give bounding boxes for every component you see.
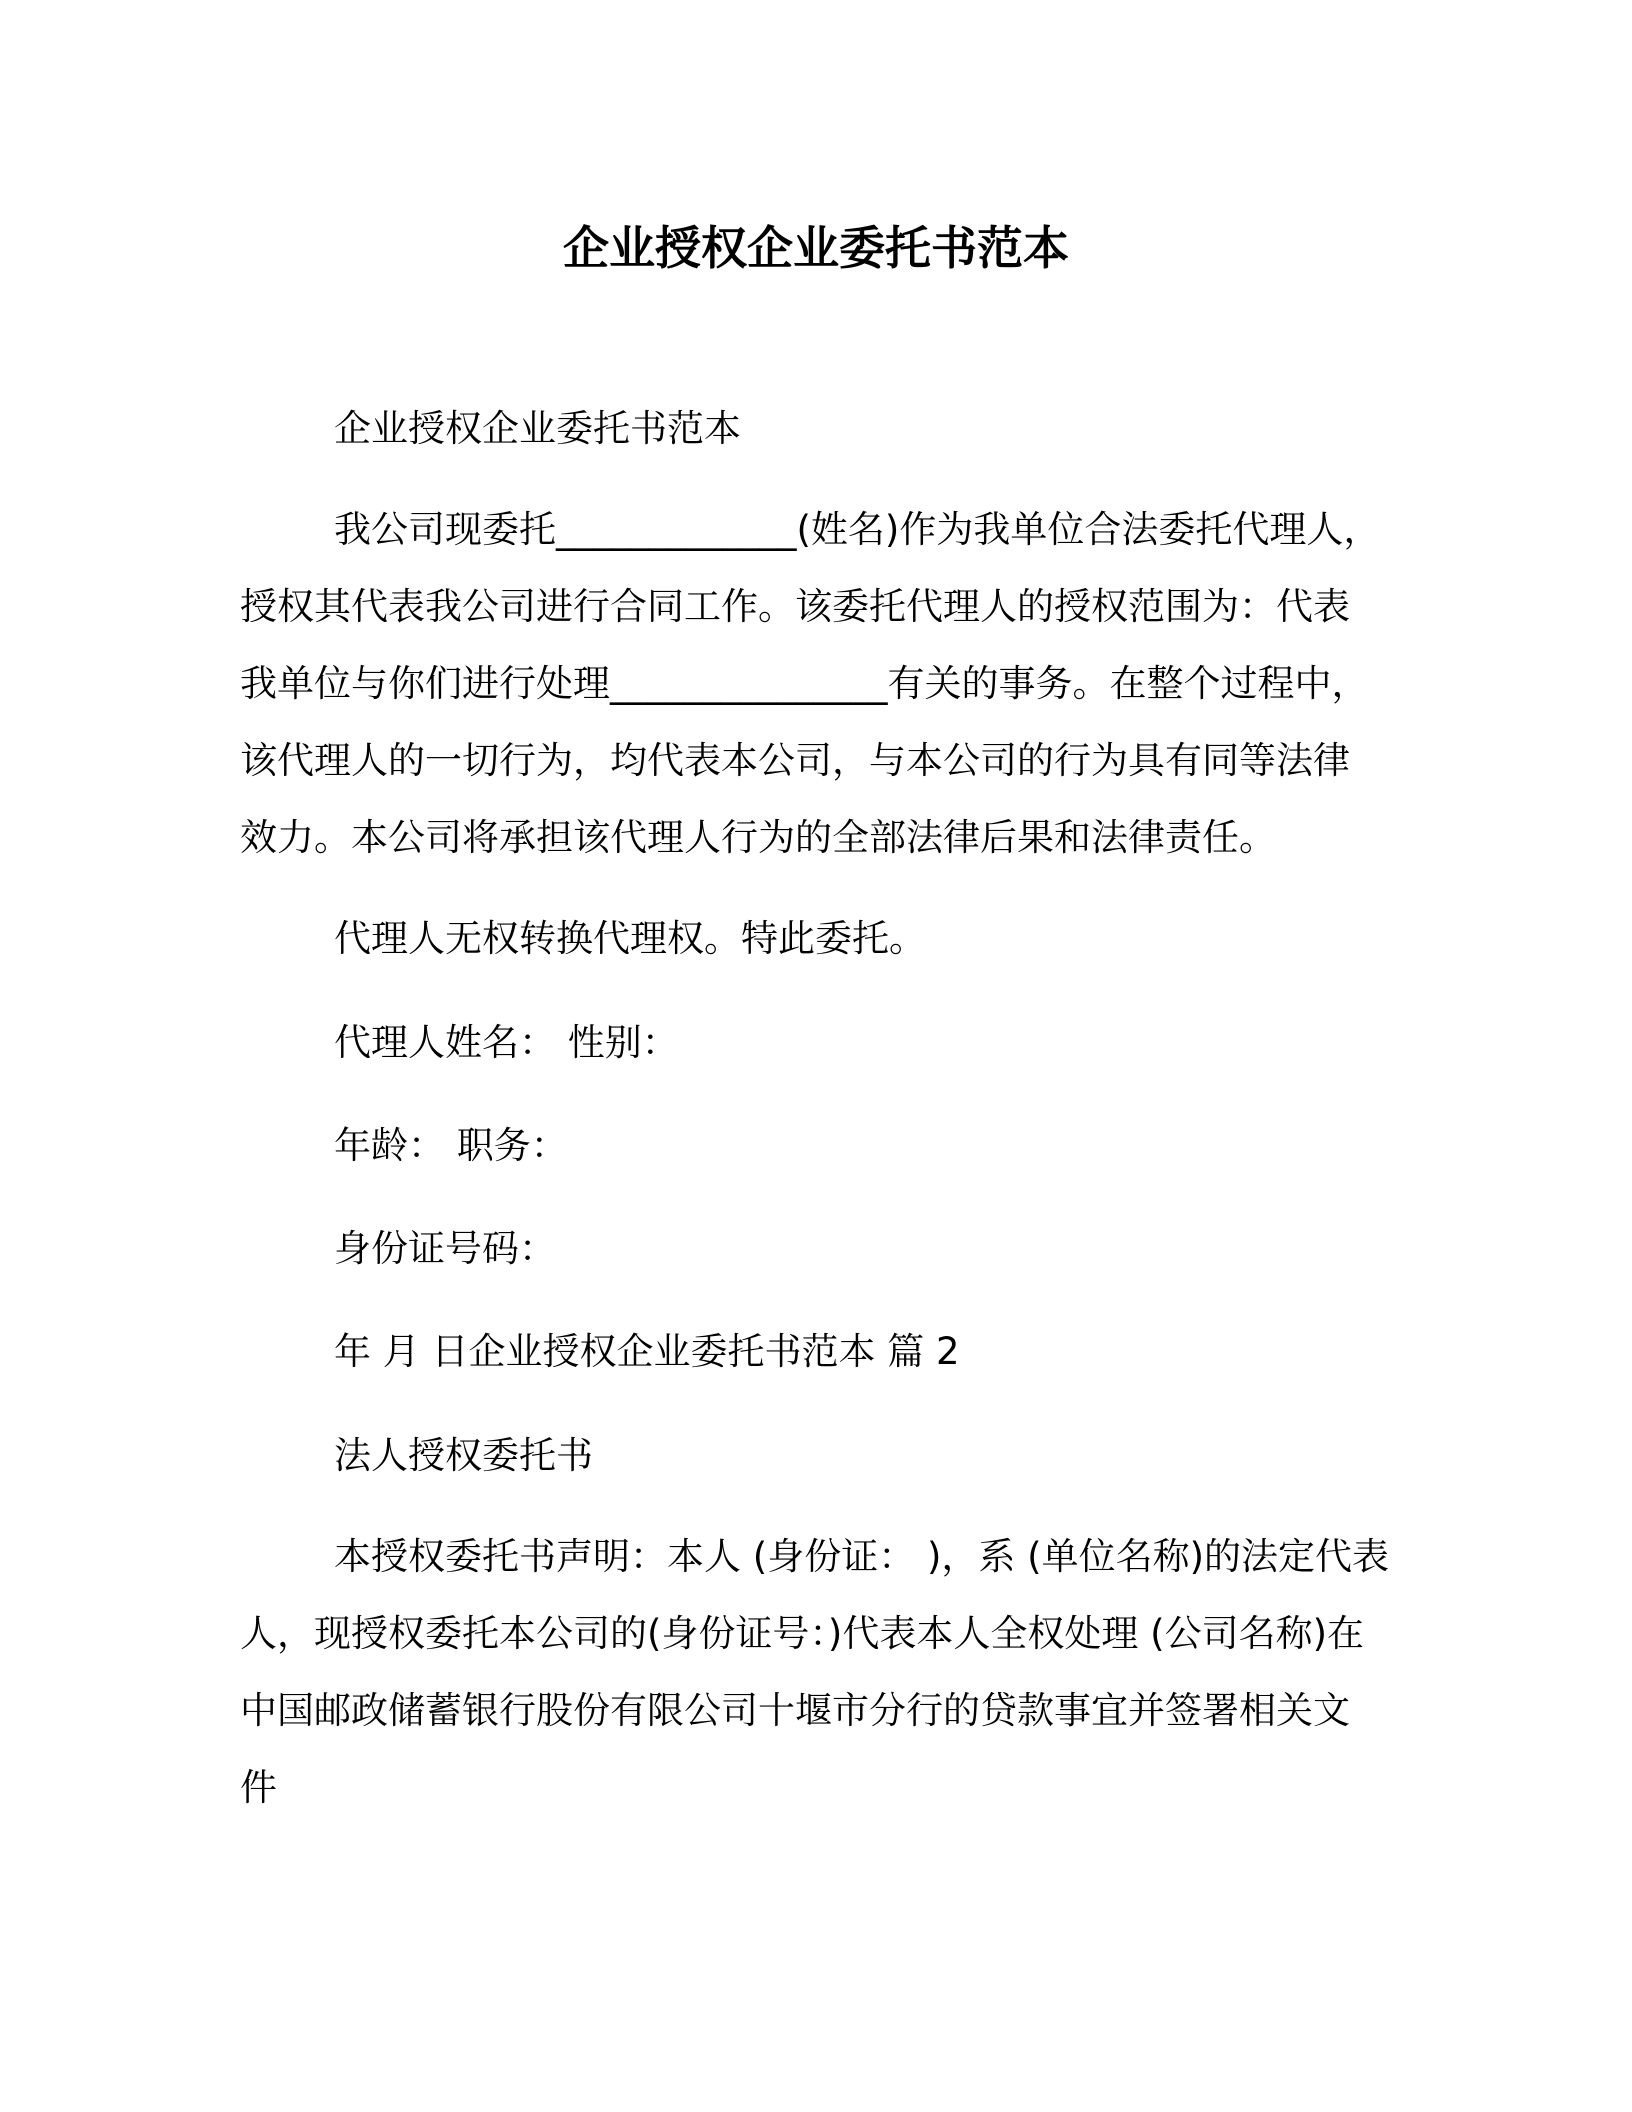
paragraph-line: 我公司现委托_____________(姓名)作为我单位合法委托代理人， bbox=[334, 508, 1381, 551]
paragraph-line: 代理人无权转换代理权。特此委托。 bbox=[334, 917, 926, 960]
paragraph-line: 该代理人的一切行为，均代表本公司，与本公司的行为具有同等法律 bbox=[240, 739, 1350, 782]
paragraph-line: 我单位与你们进行处理_______________有关的事务。在整个过程中， bbox=[240, 662, 1369, 705]
paragraph-line: 效力。本公司将承担该代理人行为的全部法律后果和法律责任。 bbox=[240, 816, 1276, 859]
paragraph-line: 代理人姓名： 性别： bbox=[334, 1021, 679, 1064]
paragraph-age-position bbox=[240, 1107, 1380, 1184]
paragraph-line: 身份证号码： bbox=[334, 1227, 556, 1270]
paragraph-declaration bbox=[240, 1518, 1390, 1826]
paragraph-agent-name bbox=[240, 1004, 1380, 1081]
paragraph-line: 本授权委托书声明：本人 (身份证： )，系 (单位名称)的法定代表 bbox=[334, 1535, 1390, 1578]
paragraph-heading bbox=[240, 390, 1380, 467]
paragraph-line: 人，现授权委托本公司的(身份证号：)代表本人全权处理 (公司名称)在 bbox=[240, 1612, 1364, 1655]
document-title: 企业授权企业委托书范本 bbox=[563, 221, 1069, 275]
paragraph-line: 年龄： 职务： bbox=[334, 1124, 568, 1167]
paragraph-legal-person-title bbox=[240, 1417, 1380, 1494]
paragraph-line: 年 月 日企业授权企业委托书范本 篇 2 bbox=[334, 1330, 960, 1373]
paragraph-id-number bbox=[240, 1210, 1380, 1287]
paragraph-entrust-body bbox=[240, 491, 1380, 876]
paragraph-no-transfer bbox=[240, 900, 1380, 977]
paragraph-line: 企业授权企业委托书范本 bbox=[334, 407, 741, 450]
paragraph-line: 中国邮政储蓄银行股份有限公司十堰市分行的贷款事宜并签署相关文 bbox=[240, 1689, 1350, 1732]
paragraph-line: 授权其代表我公司进行合同工作。该委托代理人的授权范围为：代表 bbox=[240, 585, 1350, 628]
paragraph-line: 件 bbox=[240, 1766, 277, 1809]
paragraph-line: 法人授权委托书 bbox=[334, 1434, 593, 1477]
paragraph-date-section2 bbox=[240, 1313, 1380, 1390]
